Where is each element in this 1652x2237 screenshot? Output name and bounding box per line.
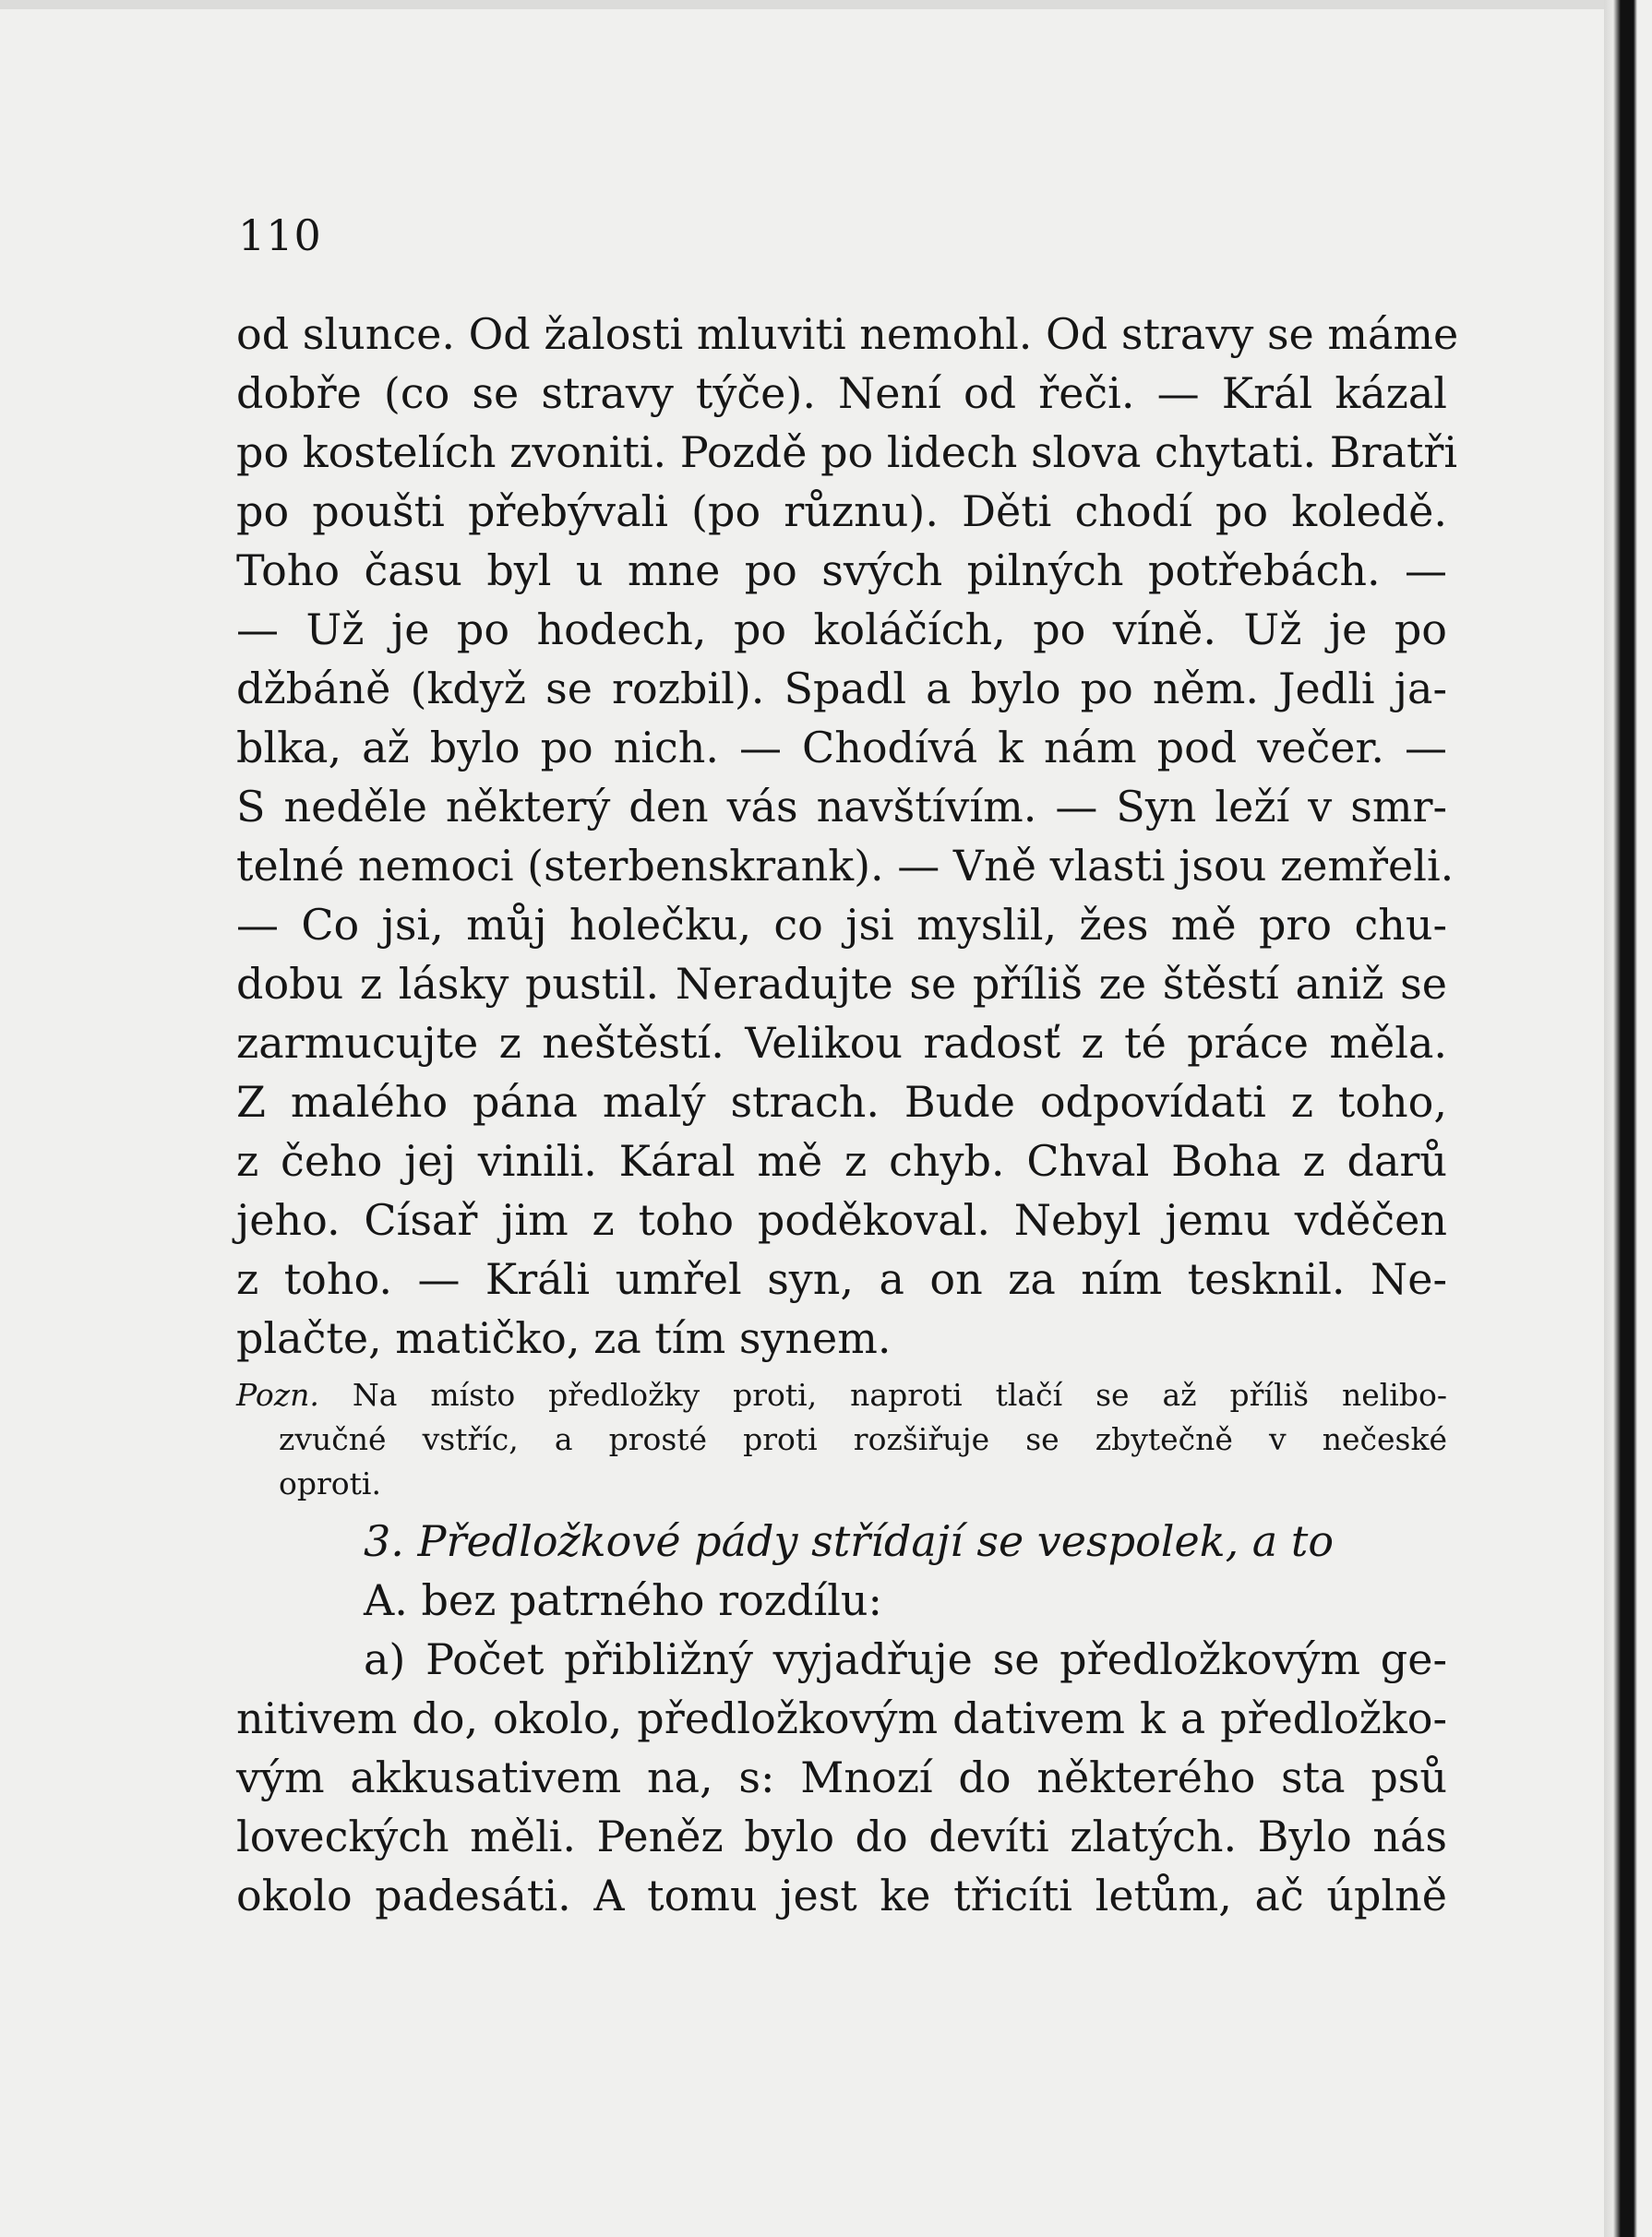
page-number: 110 bbox=[238, 210, 322, 260]
text-line: telné nemoci (sterbenskrank). — Vně vlasti jsou zemřeli. bbox=[236, 841, 1454, 891]
text-line: po poušti přebývali (po různu). Děti chodí po koledě. bbox=[236, 486, 1447, 536]
text-line: Toho času byl u mne po svých pilných potřebách. — bbox=[236, 545, 1447, 595]
paragraph-1 bbox=[236, 305, 1459, 1368]
footnote bbox=[236, 1373, 1447, 1506]
section-3 bbox=[236, 1512, 1447, 1925]
footnote-line: zvučné vstříc, a prosté proti rozšiřuje se zbytečně v nečeské bbox=[279, 1421, 1447, 1457]
page-top-edge bbox=[0, 0, 1652, 9]
text-line: — Co jsi, můj holečku, co jsi myslil, žes mě pro chu- bbox=[236, 900, 1447, 950]
text-line: okolo padesáti. A tomu jest ke třicíti letům, ač úplně bbox=[236, 1871, 1447, 1920]
text-line: blka, až bylo po nich. — Chodívá k nám pod večer. — bbox=[236, 723, 1447, 772]
footnote-line bbox=[236, 1373, 1447, 1418]
text-line: od slunce. Od žalosti mluviti nemohl. Od stravy se máme bbox=[236, 309, 1459, 359]
text-line: džbáně (když se rozbil). Spadl a bylo po něm. Jedli ja- bbox=[236, 664, 1447, 713]
text-line: zarmucujte z neštěstí. Velikou radosť z té práce měla. bbox=[236, 1018, 1447, 1068]
footnote-label: Pozn. bbox=[236, 1377, 319, 1413]
text-line: — Už je po hodech, po koláčích, po víně. Už je po bbox=[236, 604, 1447, 654]
footnote-line: oproti. bbox=[279, 1465, 381, 1501]
footnote-text: Na místo předložky proti, naproti tlačí se až příliš nelibo- bbox=[352, 1377, 1447, 1413]
text-line: dobře (co se stravy týče). Není od řeči. — Král kázal bbox=[236, 368, 1447, 418]
text-line: Z malého pána malý strach. Bude odpovídati z toho, bbox=[236, 1077, 1447, 1127]
text-line: vým akkusativem na, s: Mnozí do některého sta psů bbox=[236, 1753, 1447, 1802]
text-line: loveckých měli. Peněz bylo do devíti zlatých. Bylo nás bbox=[236, 1812, 1447, 1861]
text-line: z čeho jej vinili. Káral mě z chyb. Chval Boha z darů bbox=[236, 1136, 1447, 1186]
text-line: a) Počet přibližný vyjadřuje se předložkovým ge- bbox=[364, 1634, 1447, 1684]
body-text bbox=[236, 305, 1459, 1925]
text-line: nitivem do, okolo, předložkovým dativem k a předložko- bbox=[236, 1693, 1447, 1743]
page-right-edge bbox=[1604, 0, 1652, 2237]
text-line: z toho. — Králi umřel syn, a on za ním tesknil. Ne- bbox=[236, 1254, 1447, 1304]
text-line: plačte, matičko, za tím synem. bbox=[236, 1313, 892, 1363]
text-line: po kostelích zvoniti. Pozdě po lidech slova chytati. Bratři bbox=[236, 427, 1458, 477]
text-line: dobu z lásky pustil. Neradujte se příliš ze štěstí aniž se bbox=[236, 959, 1447, 1009]
text-line: S neděle některý den vás navštívím. — Syn leží v smr- bbox=[236, 782, 1447, 831]
subsection-heading: A. bez patrného rozdílu: bbox=[364, 1575, 883, 1625]
section-heading: 3. Předložkové pády střídají se vespolek, a to bbox=[364, 1516, 1335, 1566]
text-line: jeho. Císař jim z toho poděkoval. Nebyl jemu vděčen bbox=[236, 1195, 1447, 1245]
